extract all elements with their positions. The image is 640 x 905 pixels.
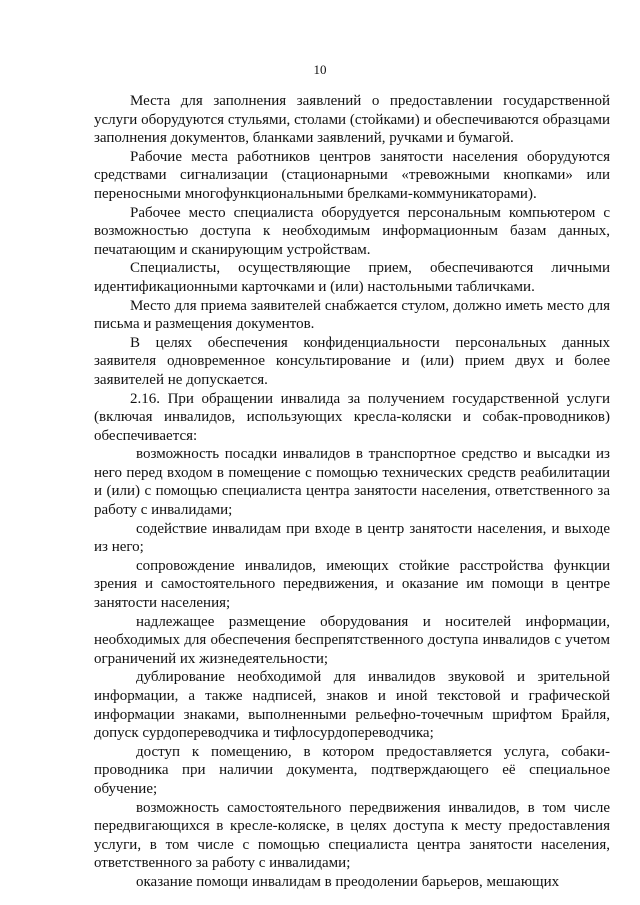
list-item: надлежащее размещение оборудования и носителей информации, необходимых для обеспечения беспрепятственного доступа инвалидов с учетом ограничений их жизнедеятельности; xyxy=(94,613,610,667)
section-paragraph-2-16: 2.16. При обращении инвалида за получением государственной услуги (включая инвалидов, использующих кресла-коляски и собак-проводников) обеспечивается: xyxy=(94,390,610,444)
list-item: возможность посадки инвалидов в транспортное средство и высадки из него перед входом в помещение с помощью технических средств реабилитации и (или) с помощью специалиста центра занятости населения, ответственного за работу с инвалидами; xyxy=(94,446,610,519)
page-number: 10 xyxy=(313,62,327,77)
list-item: доступ к помещению, в котором предоставляется услуга, собаки-проводника при наличии документа, подтверждающего её специальное обучение; xyxy=(94,743,610,797)
paragraph: Специалисты, осуществляющие прием, обеспечиваются личными идентификационными карточками и (или) настольными табличками. xyxy=(94,260,610,295)
paragraph: В целях обеспечения конфиденциальности персональных данных заявителя одновременное консультирование и (или) прием двух и более заявителей не допускается. xyxy=(94,334,610,388)
list-item: возможность самостоятельного передвижения инвалидов, в том числе передвигающихся в кресле-коляске, в целях доступа к месту предоставления услуги, в том числе с помощью специалиста центра занятости населения, ответственного за работу с инвалидами; xyxy=(94,799,610,872)
paragraph: Рабочее место специалиста оборудуется персональным компьютером с возможностью доступа к необходимым информационным базам данных, печатающим и сканирующим устройствам. xyxy=(94,204,610,258)
paragraph: Места для заполнения заявлений о предоставлении государственной услуги оборудуются стульями, столами (стойками) и обеспечиваются образцами заполнения документов, бланками заявлений, ручками и бумагой. xyxy=(94,93,610,147)
document-body xyxy=(94,92,610,892)
list-item: дублирование необходимой для инвалидов звуковой и зрительной информации, а также надписей, знаков и иной текстовой и графической информации знаками, выполненными рельефно-точечным шрифтом Брайля, допуск сурдопереводчика и тифлосурдопереводчика; xyxy=(94,669,610,742)
paragraph: Место для приема заявителей снабжается стулом, должно иметь место для письма и размещения документов. xyxy=(94,297,610,333)
list-item: оказание помощи инвалидам в преодолении барьеров, мешающих xyxy=(136,873,560,890)
paragraph: Рабочие места работников центров занятости населения оборудуются средствами сигнализации (стационарными «тревожными кнопками» или переносными многофункциональными брелками-коммуникаторами). xyxy=(94,148,610,202)
list-item: сопровождение инвалидов, имеющих стойкие расстройства функции зрения и самостоятельного передвижения, и оказание им помощи в центре занятости населения; xyxy=(94,557,610,612)
list-item: содействие инвалидам при входе в центр занятости населения, и выходе из него; xyxy=(94,520,610,556)
